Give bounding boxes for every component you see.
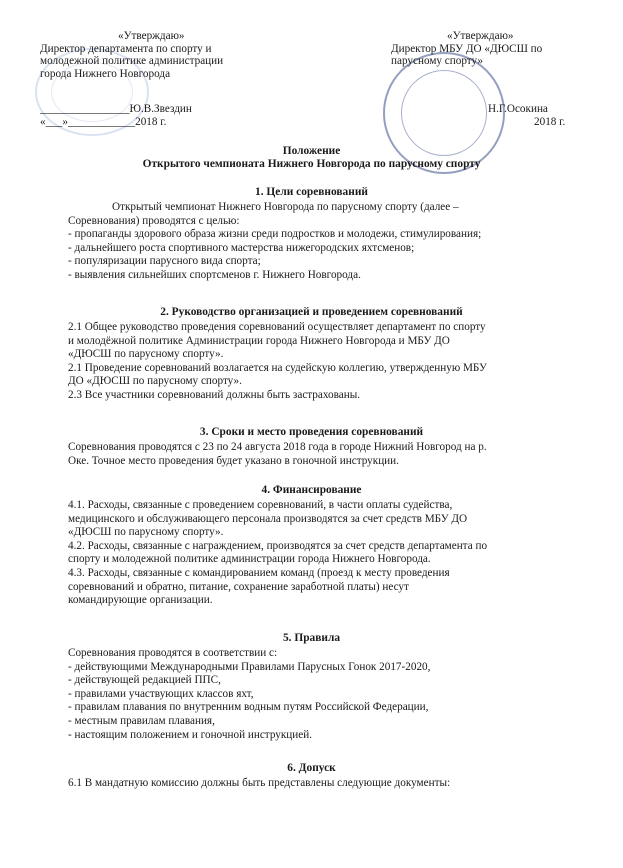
text-line: - местным правилам плавания, bbox=[68, 714, 215, 727]
text-line: 6.1 В мандатную комиссию должны быть представлены следующие документы: bbox=[68, 777, 451, 789]
date-line-right: 2018 г. bbox=[534, 116, 566, 128]
text-line: - правилами участвующих классов яхт, bbox=[68, 687, 254, 700]
approval-header: «Утверждаю» bbox=[447, 30, 514, 42]
section-body bbox=[68, 499, 548, 608]
approval-block-left bbox=[40, 30, 300, 80]
section-heading: 1. Цели соревнований bbox=[255, 186, 368, 198]
text-line: медицинского и обслуживающего персонала производятся за счет средств МБУ ДО bbox=[68, 512, 468, 525]
signature-line-right: Н.Г.Осокина bbox=[488, 103, 548, 115]
text-line: 2.1 Общее руководство проведения соревнований осуществляет департамент по спорту bbox=[68, 321, 486, 333]
section-heading: 3. Сроки и место проведения соревнований bbox=[199, 426, 424, 438]
text-line: - пропаганды здорового образа жизни среди подростков и молодежи, стимулирования; bbox=[68, 228, 482, 241]
document-title: Положение bbox=[282, 145, 341, 157]
text-line: «ДЮСШ по парусному спорту». bbox=[68, 348, 224, 361]
text-line: командирующие организации. bbox=[68, 594, 213, 607]
section-heading: 6. Допуск bbox=[287, 762, 336, 774]
text-line: Соревнования проводятся с 23 по 24 августа 2018 года в городе Нижний Новгород на р. bbox=[68, 441, 487, 453]
text-line: 4.3. Расходы, связанные с командированием команд (проезд к месту проведения bbox=[68, 566, 450, 579]
text-line: - выявления сильнейших спортсменов г. Нижнего Новгорода. bbox=[68, 268, 361, 281]
text-line: 2.3 Все участники соревнований должны быть застрахованы. bbox=[68, 388, 361, 401]
approval-line: Директор департамента по спорту и bbox=[40, 42, 212, 55]
text-line: ДО «ДЮСШ по парусному спорту». bbox=[68, 375, 242, 388]
text-line: соревнований и обратно, питание, сохранение заработной платы) несут bbox=[68, 580, 409, 593]
text-line: 4.2. Расходы, связанные с награждением, производятся за счет средств департамента по bbox=[68, 539, 488, 552]
text-line: 2.1 Проведение соревнований возлагается на судейскую коллегию, утвержденную МБУ bbox=[68, 361, 487, 374]
approval-header: «Утверждаю» bbox=[118, 30, 185, 42]
section-body bbox=[68, 647, 548, 742]
approval-line: Директор МБУ ДО «ДЮСШ по bbox=[391, 42, 543, 55]
text-line: - действующими Международными Правилами Парусных Гонок 2017-2020, bbox=[68, 660, 431, 673]
text-line: Соревнования проводятся в соответствии с: bbox=[68, 647, 278, 659]
signature-line-left: ________________Ю.В.Звездин bbox=[40, 103, 192, 115]
section-body bbox=[68, 201, 548, 283]
section-body bbox=[68, 321, 548, 403]
document-subtitle: Открытого чемпионата Нижнего Новгорода по парусному спорту bbox=[142, 158, 481, 170]
text-line: 4.1. Расходы, связанные с проведением соревнований, в части оплаты судейства, bbox=[68, 499, 453, 511]
text-line: Оке. Точное место проведения будет указано в гоночной инструкции. bbox=[68, 454, 399, 467]
section-body bbox=[68, 777, 548, 791]
section-heading: 4. Финансирование bbox=[261, 484, 362, 496]
date-line-left: «___»____________2018 г. bbox=[40, 116, 167, 128]
text-line: и молодёжной политике Администрации города Нижнего Новгорода и МБУ ДО bbox=[68, 334, 450, 347]
text-line: - настоящим положением и гоночной инструкцией. bbox=[68, 728, 313, 741]
text-line: - действующей редакцией ППС, bbox=[68, 674, 221, 687]
text-line: спорту и молодежной политике администрации города Нижнего Новгорода. bbox=[68, 553, 431, 566]
text-line: Соревнования) проводятся с целью: bbox=[68, 214, 240, 227]
text-line: «ДЮСШ по парусному спорту». bbox=[68, 526, 224, 539]
section-heading: 2. Руководство организацией и проведением соревнований bbox=[160, 306, 463, 318]
text-line: Открытый чемпионат Нижнего Новгорода по парусному спорту (далее – bbox=[112, 201, 459, 213]
section-heading: 5. Правила bbox=[282, 632, 341, 644]
section-body bbox=[68, 441, 548, 468]
approval-line: молодежной политике администрации bbox=[40, 55, 224, 67]
approval-line: города Нижнего Новгорода bbox=[40, 67, 171, 80]
text-line: - правилам плавания по внутренним водным путям Российской Федерации, bbox=[68, 701, 429, 714]
approval-line: парусному спорту» bbox=[391, 55, 483, 67]
text-line: - дальнейшего роста спортивного мастерства нижегородских яхтсменов; bbox=[68, 241, 415, 254]
text-line: - популяризации парусного вида спорта; bbox=[68, 255, 261, 268]
approval-block-right bbox=[391, 30, 611, 68]
